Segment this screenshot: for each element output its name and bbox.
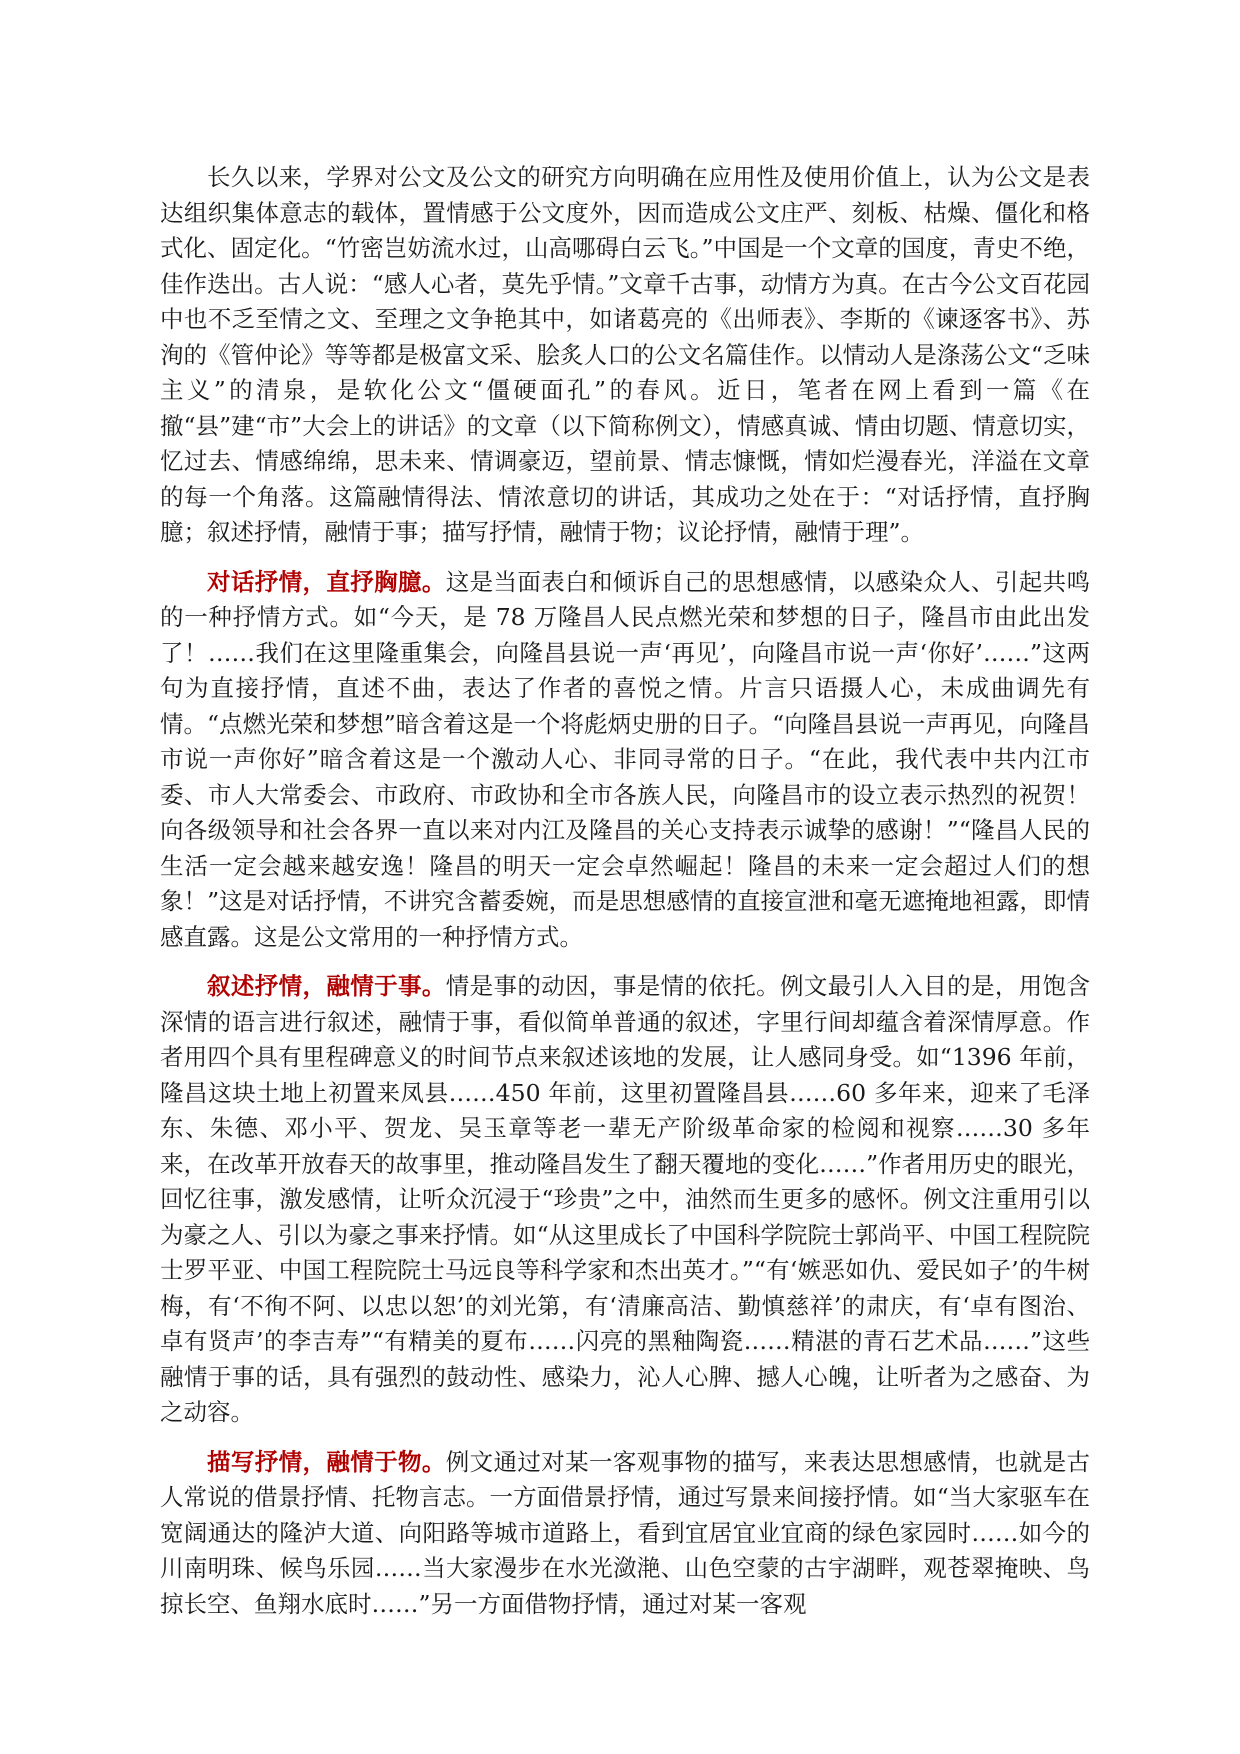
section-body-narration: 情是事的动因，事是情的依托。例文最引人入目的是，用饱含深情的语言进行叙述，融情于事，看似简单普通的叙述，字里行间却蕴含着深情厚意。作者用四个具有里程碑意义的时间节点来叙述该地的发展，让人感同身受。如“1396 年前，隆昌这块土地上初置来凤县……450 年前，这里初置隆昌县……60 多年来，迎来了毛泽东、朱德、邓小平、贺龙、吴玉章等老一辈无产阶级革命家的检阅和视察……30 多年来，在改革开放春天的故事里，推动隆昌发生了翻天覆地的变化……”作者用历史的眼光，回忆往事，激发感情，让听众沉浸于“珍贵”之中，油然而生更多的感怀。例文注重用引以为豪之人、引以为豪之事来抒情。如“从这里成长了中国科学院院士郭尚平、中国工程院院士罗平亚、中国工程院院士马远良等科学家和杰出英才。”“有‘嫉恶如仇、爱民如子’的牛树梅，有‘不徇不阿、以忠以恕’的刘光第，有‘清廉高洁、勤慎慈祥’的肃庆，有‘卓有图治、卓有贤声’的李吉寿”“有精美的夏布……闪亮的黑釉陶瓷……精湛的青石艺术品……”这些融情于事的话，具有强烈的鼓动性、感染力，沁人心脾、撼人心魄，让听者为之感奋、为之动容。 xyxy=(160,972,1090,1426)
document-body xyxy=(160,160,1090,1622)
section-body-description: 例文通过对某一客观事物的描写，来表达思想感情，也就是古人常说的借景抒情、托物言志。一方面借景抒情，通过写景来间接抒情。如“当大家驱车在宽阔通达的隆泸大道、向阳路等城市道路上，看到宜居宜业宜商的绿色家园时……如今的川南明珠、候鸟乐园……当大家漫步在水光潋滟、山色空蒙的古宇湖畔，观苍翠掩映、鸟掠长空、鱼翔水底时……”另一方面借物抒情，通过对某一客观 xyxy=(160,1447,1090,1618)
section-paragraph-narration xyxy=(160,969,1090,1431)
section-paragraph-description xyxy=(160,1445,1090,1623)
section-heading-description: 描写抒情，融情于物。 xyxy=(207,1447,446,1476)
section-paragraph-dialogue xyxy=(160,565,1090,956)
section-heading-dialogue: 对话抒情，直抒胸臆。 xyxy=(207,567,446,596)
intro-paragraph: 长久以来，学界对公文及公文的研究方向明确在应用性及使用价值上，认为公文是表达组织集体意志的载体，置情感于公文度外，因而造成公文庄严、刻板、枯燥、僵化和格式化、固定化。“竹密岂妨流水过，山高哪碍白云飞。”中国是一个文章的国度，青史不绝，佳作迭出。古人说：“感人心者，莫先乎情。”文章千古事，动情方为真。在古今公文百花园中也不乏至情之文、至理之文争艳其中，如诸葛亮的《出师表》、李斯的《谏逐客书》、苏洵的《管仲论》等等都是极富文采、脍炙人口的公文名篇佳作。以情动人是涤荡公文“乏味主义”的清泉，是软化公文“僵硬面孔”的春风。近日，笔者在网上看到一篇《在撤“县”建“市”大会上的讲话》的文章（以下简称例文），情感真诚、情由切题、情意切实，忆过去、情感绵绵，思未来、情调豪迈，望前景、情志慷慨，情如烂漫春光，洋溢在文章的每一个角落。这篇融情得法、情浓意切的讲话，其成功之处在于：“对话抒情，直抒胸臆；叙述抒情，融情于事；描写抒情，融情于物；议论抒情，融情于理”。 xyxy=(160,163,1090,546)
section-heading-narration: 叙述抒情，融情于事。 xyxy=(207,972,446,1000)
section-body-dialogue: 这是当面表白和倾诉自己的思想感情，以感染众人、引起共鸣的一种抒情方式。如“今天，是 78 万隆昌人民点燃光荣和梦想的日子，隆昌市由此出发了！……我们在这里隆重集会，向隆昌县说一声‘再见’，向隆昌市说一声‘你好’……”这两句为直接抒情，直述不曲，表达了作者的喜悦之情。片言只语摄人心，未成曲调先有情。“点燃光荣和梦想”暗含着这是一个将彪炳史册的日子。“向隆昌县说一声再见，向隆昌市说一声你好”暗含着这是一个激动人心、非同寻常的日子。“在此，我代表中共内江市委、市人大常委会、市政府、市政协和全市各族人民，向隆昌市的设立表示热烈的祝贺！向各级领导和社会各界一直以来对内江及隆昌的关心支持表示诚挚的感谢！”“隆昌人民的生活一定会越来越安逸！隆昌的明天一定会卓然崛起！隆昌的未来一定会超过人们的想象！”这是对话抒情，不讲究含蓄委婉，而是思想感情的直接宣泄和毫无遮掩地袒露，即情感直露。这是公文常用的一种抒情方式。 xyxy=(160,567,1090,951)
